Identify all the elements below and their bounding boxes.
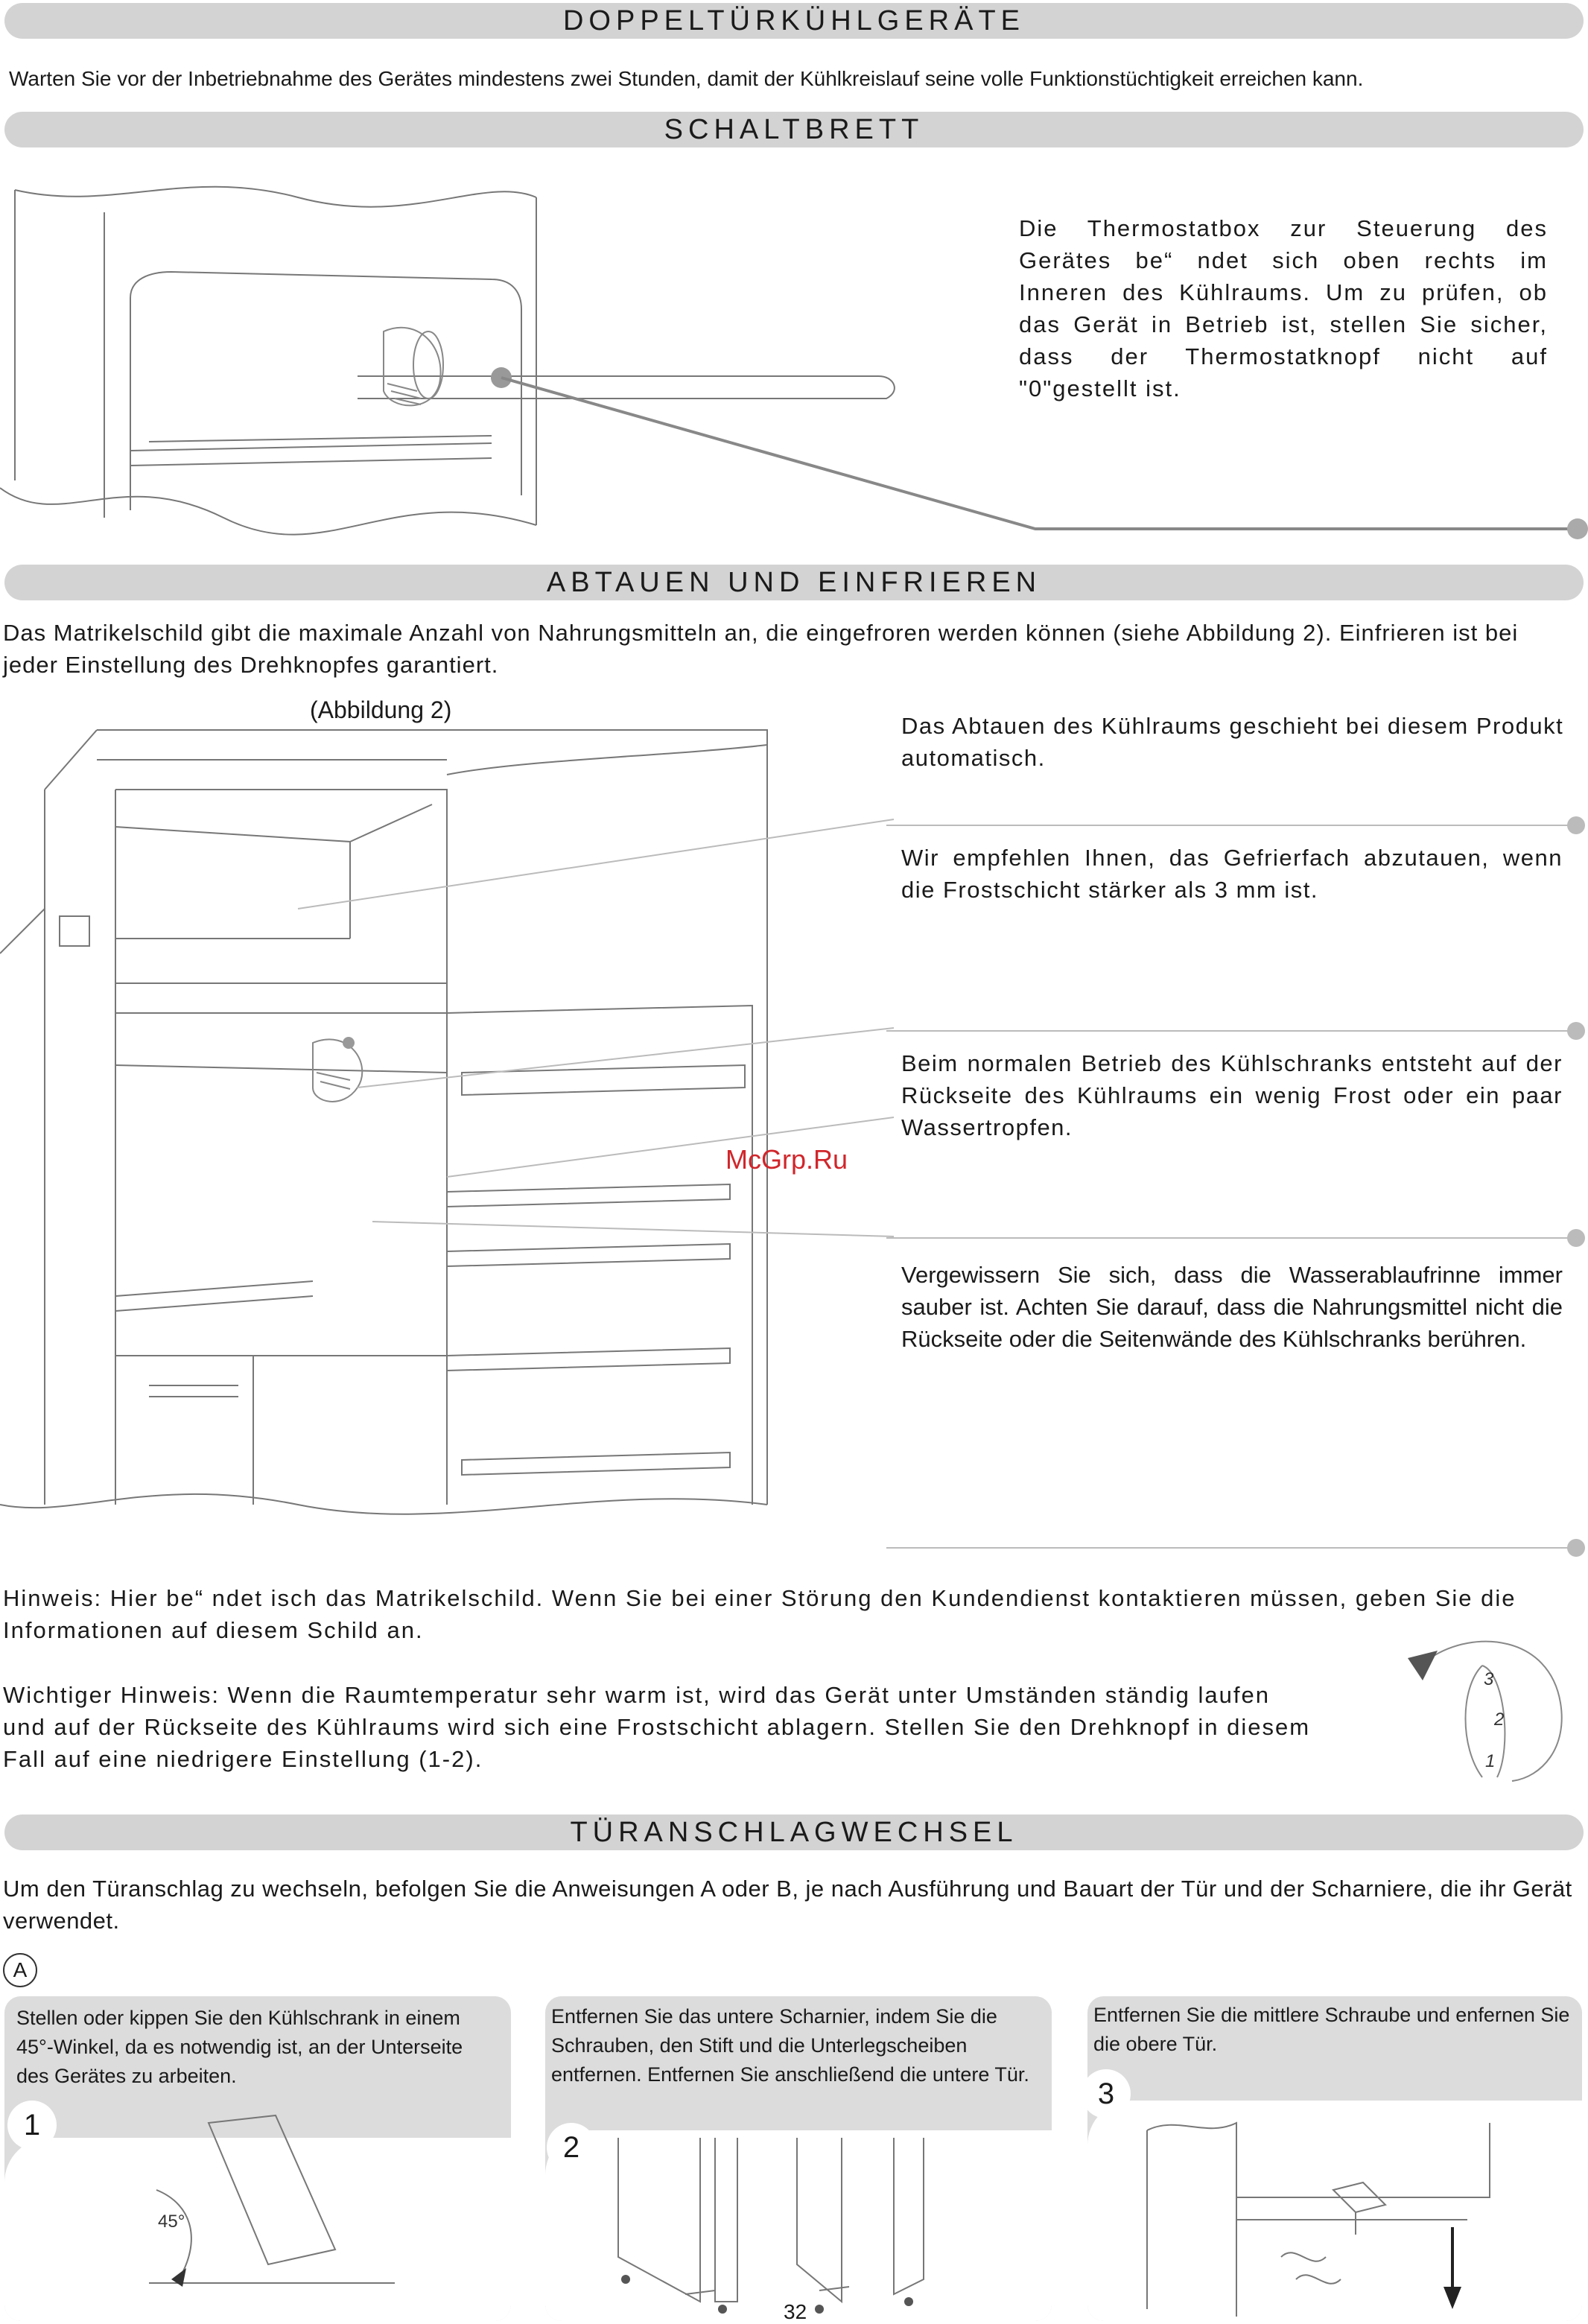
step-1-text: Stellen oder kippen Sie den Kühlschrank in einem 45°-Winkel, da es notwendig ist, an der Unterseite des Gerätes zu arbeiten. bbox=[16, 2007, 463, 2087]
section-title-bar bbox=[4, 565, 1584, 600]
intro-text: Warten Sie vor der Inbetriebnahme des Gerätes mindestens zwei Stunden, damit der Kühlkreislauf seine volle Funktionstüchtigkeit erreichen kann. bbox=[9, 67, 1364, 90]
angle-label: 45° bbox=[158, 2212, 185, 2232]
defrost-note-1: Das Abtauen des Kühlraums geschieht bei diesem Produkt automatisch. bbox=[901, 713, 1564, 771]
section-title-bar bbox=[4, 1815, 1584, 1850]
lower-hinge-illustration bbox=[596, 2130, 1013, 2317]
step-3-text: Entfernen Sie die mittlere Schraube und enfernen Sie die obere Tür. bbox=[1093, 2004, 1570, 2055]
step-3-number: 3 bbox=[1082, 2069, 1131, 2118]
knob-label-3: 3 bbox=[1484, 1669, 1494, 1689]
middle-hinge-illustration bbox=[1132, 2108, 1549, 2317]
section-title-bar bbox=[4, 112, 1584, 147]
section-title: TÜRANSCHLAGWECHSEL bbox=[570, 1816, 1018, 1848]
defrost-intro: Das Matrikelschild gibt die maximale Anzahl von Nahrungsmitteln an, die eingefroren werden können (siehe Abbildung 2). Einfrieren ist bei jeder Einstellung des Drehknopfes garantiert. bbox=[3, 620, 1519, 678]
step-1-number: 1 bbox=[7, 2101, 57, 2150]
thermostat-description: Die Thermostatbox zur Steuerung des Gerätes be“ ndet sich oben rechts im Inneren des Kühlraums. Um zu prüfen, ob das Gerät in Betrieb ist, stellen Sie sicher, dass der Thermostatknopf nicht auf "0"gestellt ist. bbox=[1019, 215, 1548, 401]
watermark: McGrp.Ru bbox=[725, 1144, 848, 1175]
section-title: SCHALTBRETT bbox=[664, 113, 924, 145]
section-title-bar bbox=[4, 3, 1584, 39]
defrost-note-2: Wir empfehlen Ihnen, das Gefrierfach abzutauen, wenn die Frostschicht stärker als 3 mm ist. bbox=[901, 845, 1563, 903]
door-reversal-intro: Um den Türanschlag zu wechseln, befolgen Sie die Anweisungen A oder B, je nach Ausführung und Bauart der Tür und der Scharniere, die ihr Gerät verwendet. bbox=[3, 1876, 1572, 1934]
section-title: ABTAUEN UND EINFRIEREN bbox=[546, 566, 1042, 598]
page-number: 32 bbox=[784, 2300, 807, 2323]
thermostat-knob-icon bbox=[1385, 1628, 1572, 1785]
variant-label: A bbox=[3, 1953, 37, 1987]
figure-caption: (Abbildung 2) bbox=[310, 696, 452, 723]
section-title: DOPPELTÜRKÜHLGERÄTE bbox=[562, 4, 1026, 36]
step-2-number: 2 bbox=[547, 2123, 596, 2172]
fridge-open-illustration bbox=[0, 715, 901, 1542]
tilted-fridge-illustration bbox=[112, 2108, 410, 2309]
defrost-note-3: Beim normalen Betrieb des Kühlschranks entsteht auf der Rückseite des Kühlraums ein wenig Frost oder ein paar Wassertropfen. bbox=[901, 1050, 1563, 1140]
step-2-text: Entfernen Sie das untere Scharnier, indem Sie die Schrauben, den Stift und die Unterlegscheiben entfernen. Entfernen Sie anschließend die untere Tür. bbox=[551, 2005, 1029, 2086]
hint-room-temperature: Wichtiger Hinweis: Wenn die Raumtemperatur sehr warm ist, wird das Gerät unter Umständen ständig laufen und auf der Rückseite des Kühlraums wird sich eine Frostschicht ablagern. Stellen Sie den Drehknopf in diesem Fall auf eine niedrigere Einstellung (1-2). bbox=[3, 1682, 1311, 1772]
hint-rating-plate: Hinweis: Hier be“ ndet isch das Matrikelschild. Wenn Sie bei einer Störung den Kundendienst kontaktieren müssen, geben Sie die Informationen auf diesem Schild an. bbox=[3, 1585, 1516, 1643]
defrost-note-4: Vergewissern Sie sich, dass die Wasserablaufrinne immer sauber ist. Achten Sie darauf, dass die Nahrungsmittel nicht die Rückseite oder die Seitenwände des Kühlschranks berühren. bbox=[901, 1262, 1563, 1352]
knob-label-1: 1 bbox=[1485, 1751, 1496, 1771]
knob-label-2: 2 bbox=[1494, 1709, 1505, 1730]
leader-lines bbox=[886, 812, 1588, 1564]
